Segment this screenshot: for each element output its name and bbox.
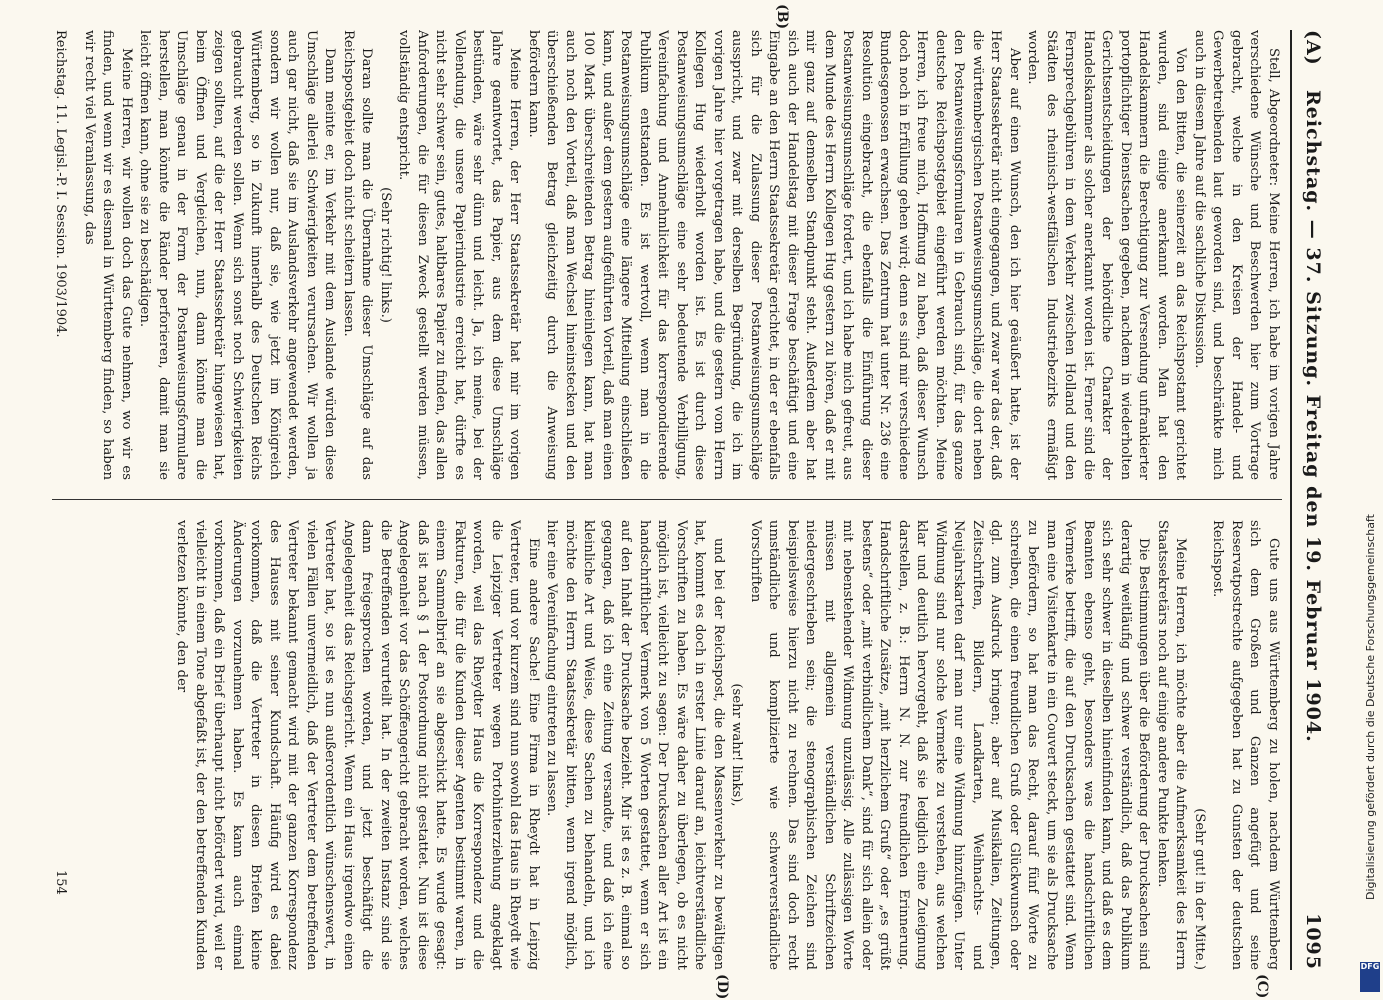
- funding-note: Digitalisierung gefördert durch die Deutsche Forschungsgemeinschaft: [1364, 514, 1377, 900]
- paragraph: Daran sollte man die Übernahme dieser Umschläge auf das Reichspostgebiet doch nicht scheitern lassen.: [341, 30, 375, 480]
- paragraph: Eine andere Sache! Eine Firma in Rheydt hat in Leipzig Vertreter, und vor kurzem sind nun sowohl das Haus in Rheydt wie die Leipziger Vertreter wegen Portohinterziehung angeklagt worden, weil das Rheydter Haus die Korrespondenz und die Fakturen, die für die Kunden dieser Agenten bestimmt waren, in einem Sammelbrief an sie abgeschickt hatte. Es wurde gesagt: daß ist nach § 1 der Postordnung nicht gestattet. Nun ist diese Angelegenheit vor das Schöffengericht gebracht worden, welches die Betreffenden verurteilt hat. In der zweiten Instanz sind sie dann freigesprochen worden, und jetzt beschäftigt die Angelegenheit das Reichsgericht. Wenn ein Haus irgendwo einen Vertreter hat, so ist es nun außerordentlich wünschenswert, in vielen Fällen unvermeidlich, daß der Vertreter dem betreffenden Vertreter bekannt gemacht wird mit der ganzen Korrespondenz des Hauses mit seiner Kundschaft. Häufig wird es dabei vorkommen, daß die Vertreter in diesen Briefen kleine Änderungen vorzunehmen haben. Es kann auch einmal vorkommen, daß ein Brief überhaupt nicht befördert wird, weil er vielleicht in einem Tone abgefaßt ist, der den betreffenden Kunden verletzen könnte, den der: [174, 520, 541, 970]
- paragraph: Die Bestimmungen über die Beförderung der Drucksachen sind derartig weitläufig und schwer verständlich, daß das Publikum sich sehr schwer in dieselben hineinfinden kann, und daß es dem Beamten ebenso geht, besonders was die handschriftlichen Vermerke betrifft, die auf den Drucksachen gestattet sind. Wenn man eine Visitenkarte in ein Couvert steckt, um sie als Drucksache zu befördern, so hat man das Recht, darauf fünf Worte zu schreiben, die einen freundlichen Gruß oder Glückwunsch oder dgl. zum Ausdruck bringen; aber auf Musikalien, Zeitungen, Zeitschriften, Bildern, Landkarten, Weihnachts- und Neujahrskarten darf man nur eine Widmung hinzufügen. Unter Widmung sind nur solche Vermerke zu verstehen, aus welchen klar und deutlich hervorgeht, daß sie lediglich eine Zueignung darstellen, z. B.: Herrn N. N. zur freundlichen Erinnerung. Handschriftliche Zusätze, „mit herzlichem Gruß“ oder „es grüßt bestens“ oder „mit verbindlichem Dank“, sind für sich allein oder mit nebenstehender Widmung unzulässig. Alle zulässigen Worte müssen mit allgemein verständlichen Schriftzeichen niedergeschrieben sein; die stenographischen Zeichen sind beispielsweise hierzu nicht zu rechnen. Das sind doch recht umständliche und komplizierte wie schwerverständliche Vorschriften: [748, 520, 1152, 970]
- margin-marker-c: (C): [1254, 974, 1270, 999]
- dfg-logo-icon: DFG: [1360, 962, 1380, 992]
- footer-sheet-number: 154: [53, 870, 68, 895]
- paragraph: Dann meinte er, im Verkehr mit dem Auslande würden diese Umschläge allerlei Schwierigkeiten verursachen. Wir wollen ja auch gar nicht, daß sie im Auslandsverkehr angewendet werden, sondern wir wollen nur, daß sie, wie jetzt im Königreich Württemberg, so in Zukunft innerhalb des Deutschen Reichs gebraucht werden sollen. Wenn sich sonst noch Schwierigkeiten zeigen sollten, auf die der Herr Staatssekretär hingewiesen hat, beim Öffnen und Vergleichen, nun, dann könnte man die Umschläge genau in der Form der Postanweisungsformulare herstellen, man könnte die Ränder perforieren, damit man sie leicht öffnen kann, ohne sie zu beschädigen.: [137, 30, 338, 480]
- header-marker: (A): [1302, 30, 1324, 66]
- paragraph: Von den Bitten, die seinerzeit an das Reichspostamt gerichtet wurden, sind einige anerkannt worden. Man hat den Handelskammern die Berechtigung zur Versendung unfrankierter portopflichtiger Dienstsachen gegeben, nachdem in wiederholten Gerichtsentscheidungen der behördliche Charakter der Handelskammer als solcher anerkannt worden ist. Ferner sind die Fernsprechgebühren in dem Verkehr zwischen Holland und den Städten des rheinisch-westfälischen Industriebezirks ermäßigt worden.: [1025, 30, 1189, 480]
- footer-source: Reichstag. 11. Legisl.-P. I. Session. 1903/1904.: [53, 30, 68, 338]
- column-divider: [52, 499, 1282, 500]
- left-column: [50, 30, 1282, 480]
- header-title: Reichstag. — 37. Sitzung. Freitag den 19. Februar 1904.: [1302, 90, 1324, 743]
- page-number: 1095: [1302, 913, 1324, 970]
- page-header: [1290, 30, 1330, 970]
- paragraph: Meine Herren, der Herr Staatssekretär hat mir im vorigen Jahre geantwortet, das Papier, aus dem diese Umschläge bestünden, wäre sehr dünn und leicht. Ja, ich meine, bei der Vollendung, die unsere Papierindustrie erreicht hat, dürfte es nicht sehr schwer sein, gutes, haltbares Papier zu finden, das allen Anforderungen, die für diesen Zweck gestellt werden müssen, vollständig entspricht.: [396, 30, 523, 480]
- paragraph: Meine Herren, ich möchte aber die Aufmerksamkeit des Herrn Staatssekretärs noch auf einige andere Punkte lenken.: [1155, 520, 1189, 970]
- paragraph: Gute uns aus Württemberg zu holen, nachdem Württemberg sich dem Großen und Ganzen angefügt und seine Reservatpostrechte aufgegeben hat zu Gunsten der deutschen Reichspost.: [1210, 520, 1281, 970]
- margin-marker-d: (D): [714, 974, 730, 1000]
- paragraph: Meine Herren, wir wollen doch das Gute nehmen, wo wir es finden, und wenn wir es diesmal in Württemberg finden, so haben wir recht viel Veranlassung, das: [82, 30, 134, 480]
- right-column: [50, 520, 1282, 970]
- page-content: [40, 4, 1330, 1000]
- interjection: (Sehr richtig! links.): [378, 187, 393, 323]
- paragraph: Stell, Abgeordneter: Meine Herren, ich habe im vorigen Jahre verschiedene Wünsche und Beschwerden hier zum Vortrage gebracht, welche in den Kreisen der Handel- und Gewerbetreibenden laut geworden sind, und beschränkte mich auch in diesem Jahre auf die sachliche Diskussion.: [1192, 30, 1281, 480]
- interjection: (Sehr gut! in der Mitte.): [1192, 808, 1207, 970]
- margin-marker-b: (B): [774, 4, 790, 30]
- paragraph: und bei der Reichspost, die den Massenverkehr zu bewältigen hat, kommt es doch in erster Linie darauf an, leichtverständliche Vorschriften zu haben. Es wäre daher zu überlegen, ob es nicht möglich ist, vielleicht zu sagen: Der Drucksachen aller Art ist ein handschriftlicher Vermerk von 5 Worten gestattet, wenn er sich auf den Inhalt der Drucksache bezieht. Mir ist es z. B. einmal so gegangen, daß ich eine Zeitung versandte, und daß ich eine kleinliche Art und Weise, diese Sachen zu behandeln, und ich möchte den Herrn Staatssekretär bitten, wenn irgend möglich, hier eine Vereinfachung eintreten zu lassen.: [544, 520, 726, 970]
- interjection: (sehr wahr! links),: [729, 683, 745, 807]
- paragraph: Aber auf einen Wunsch, den ich hier geäußert hatte, ist der Herr Staatssekretär nicht eingegangen, und zwar war das der, daß die württembergischen Postanweisungsumschläge, die dort neben den Postanweisungsformularen in Gebrauch sind, für das ganze deutsche Reichspostgebiet eingeführt werden möchten. Meine Herren, ich freue mich, Hoffnung zu haben, daß dieser Wunsch doch noch in Erfüllung gehen wird; denn es sind mir verschiedene Bundesgenossen erwachsen. Das Zentrum hat unter Nr. 236 eine Resolution eingebracht, die ebenfalls die Einführung dieser Postanweisungsumschläge fordert, und ich habe mich gefreut, aus dem Munde des Herrn Kollegen Hug gestern zu hören, daß er mit mir ganz auf demselben Standpunkt steht. Außerdem aber hat sich auch der Handelstag mit dieser Frage beschäftigt und eine Eingabe an den Herrn Staatssekretär gerichtet, in der er ebenfalls sich für die Zulassung dieser Postanweisungsumschläge ausspricht, und zwar mit derselben Begründung, die ich im vorigen Jahre hier vorgetragen habe, und die gestern vom Herrn Kollegen Hug wiederholt worden ist. Es ist durch diese Postanweisungsumschläge eine sehr bedeutende Verbilligung, Vereinfachung und Annehmlichkeit für das korrespondierende Publikum entstanden. Es ist wertvoll, wenn man in die Postanweisungsumschläge eine längere Mitteilung einschließen kann, und außer dem gestern aufgeführten Vorteil, daß man einen 100 Mark überschreitenden Betrag hineinlegen kann, hat man auch noch den Vorteil, daß man Wechsel hineinstecken und den überschießenden Betrag gleichzeitig durch die Anweisung befördern kann.: [526, 30, 1022, 480]
